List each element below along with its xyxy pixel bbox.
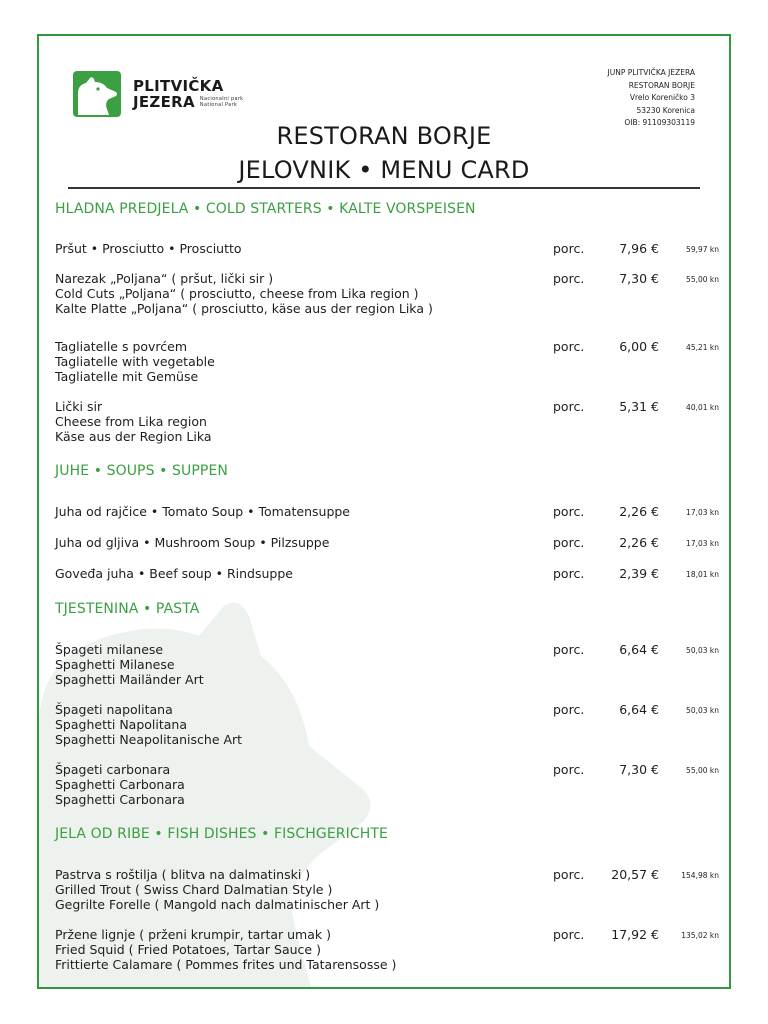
item-line: Juha od gljiva • Mushroom Soup • Pilzsuppe (55, 535, 330, 550)
item-price-eur: 2,26 € (619, 535, 659, 550)
section-title: JELA OD RIBE • FISH DISHES • FISCHGERICHTE (55, 826, 388, 842)
item-price-kn: 55,00 kn (686, 766, 719, 775)
menu-item (55, 927, 719, 972)
menu-item (55, 399, 719, 444)
item-unit: porc. (553, 762, 585, 777)
item-price-kn: 135,02 kn (681, 931, 719, 940)
item-price-eur: 5,31 € (619, 399, 659, 414)
item-line: Špageti napolitana (55, 702, 173, 717)
item-unit: porc. (553, 642, 585, 657)
item-line: Špageti milanese (55, 642, 164, 657)
restaurant-address: JUNP PLITVIČKA JEZERA RESTORAN BORJE Vrelo Koreničko 3 53230 Korenica OIB: 91109303119 (607, 68, 695, 127)
menu-frame (37, 34, 731, 989)
item-price-kn: 18,01 kn (686, 570, 719, 579)
item-line: Spaghetti Milanese (55, 657, 175, 672)
item-price-eur: 2,26 € (619, 504, 659, 519)
menu-item (55, 867, 719, 912)
menu-item (55, 339, 719, 384)
item-line: Špageti carbonara (55, 762, 171, 777)
item-line: Lički sir (55, 399, 103, 414)
item-line: Goveđa juha • Beef soup • Rindsuppe (55, 566, 293, 581)
item-line: Pržene lignje ( prženi krumpir, tartar umak ) (55, 927, 331, 942)
item-line: Käse aus der Region Lika (55, 429, 212, 444)
menu-item (55, 241, 719, 256)
item-price-eur: 2,39 € (619, 566, 659, 581)
item-price-eur: 6,00 € (619, 339, 659, 354)
menu-item (55, 504, 719, 519)
item-line: Cold Cuts „Poljana“ ( prosciutto, cheese from Lika region ) (55, 286, 419, 301)
item-unit: porc. (553, 241, 585, 256)
item-line: Gegrilte Forelle ( Mangold nach dalmatinischer Art ) (55, 897, 380, 912)
item-line: Kalte Platte „Poljana“ ( prosciutto, käse aus der region Lika ) (55, 301, 433, 316)
item-unit: porc. (553, 535, 585, 550)
menu-item (55, 566, 719, 581)
item-unit: porc. (553, 504, 585, 519)
item-price-kn: 17,03 kn (686, 539, 719, 548)
item-price-eur: 7,96 € (619, 241, 659, 256)
item-line: Tagliatelle s povrćem (55, 339, 188, 354)
item-price-eur: 17,92 € (611, 927, 659, 942)
item-price-kn: 50,03 kn (686, 706, 719, 715)
item-price-kn: 40,01 kn (686, 403, 719, 412)
item-price-kn: 45,21 kn (686, 343, 719, 352)
item-line: Narezak „Poljana“ ( pršut, lički sir ) (55, 271, 274, 286)
brand-line-1: PLITVIČKA (133, 77, 224, 95)
item-unit: porc. (553, 702, 585, 717)
item-price-eur: 7,30 € (619, 271, 659, 286)
item-line: Pršut • Prosciutto • Prosciutto (55, 241, 242, 256)
bear-head-icon (73, 71, 121, 117)
item-unit: porc. (553, 566, 585, 581)
item-line: Spaghetti Mailänder Art (55, 672, 204, 687)
item-line: Pastrva s roštilja ( blitva na dalmatinski ) (55, 867, 311, 882)
item-line: Juha od rajčice • Tomato Soup • Tomatensuppe (55, 504, 351, 519)
item-price-kn: 154,98 kn (681, 871, 719, 880)
item-price-eur: 6,64 € (619, 702, 659, 717)
item-line: Frittierte Calamare ( Pommes frites und Tatarensosse ) (55, 957, 397, 972)
item-line: Spaghetti Napolitana (55, 717, 188, 732)
item-unit: porc. (553, 927, 585, 942)
section-title: JUHE • SOUPS • SUPPEN (55, 463, 228, 479)
item-line: Spaghetti Carbonara (55, 777, 185, 792)
menu-item (55, 535, 719, 550)
menu-item (55, 271, 719, 316)
item-line: Grilled Trout ( Swiss Chard Dalmatian Style ) (55, 882, 333, 897)
item-line: Tagliatelle with vegetable (55, 354, 215, 369)
item-price-kn: 17,03 kn (686, 508, 719, 517)
item-line: Fried Squid ( Fried Potatoes, Tartar Sauce ) (55, 942, 321, 957)
restaurant-name: RESTORAN BORJE (276, 122, 492, 150)
menu-item (55, 702, 719, 747)
title-divider (68, 187, 700, 189)
item-line: Tagliatelle mit Gemüse (55, 369, 199, 384)
item-unit: porc. (553, 399, 585, 414)
item-line: Spaghetti Carbonara (55, 792, 185, 807)
menu-title: JELOVNIK • MENU CARD (238, 156, 530, 184)
park-logo (73, 71, 243, 117)
item-unit: porc. (553, 339, 585, 354)
item-price-eur: 7,30 € (619, 762, 659, 777)
item-price-kn: 55,00 kn (686, 275, 719, 284)
section-title: TJESTENINA • PASTA (55, 601, 200, 617)
menu-item (55, 762, 719, 807)
item-line: Spaghetti Neapolitanische Art (55, 732, 243, 747)
item-price-eur: 20,57 € (611, 867, 659, 882)
item-line: Cheese from Lika region (55, 414, 207, 429)
brand-line-2: JEZERA (133, 93, 195, 111)
section-title: HLADNA PREDJELA • COLD STARTERS • KALTE VORSPEISEN (55, 201, 476, 217)
item-price-kn: 59,97 kn (686, 245, 719, 254)
item-price-eur: 6,64 € (619, 642, 659, 657)
item-price-kn: 50,03 kn (686, 646, 719, 655)
menu-item (55, 642, 719, 687)
item-unit: porc. (553, 271, 585, 286)
brand-subtitle: Nacionalni park National Park (199, 96, 244, 108)
item-unit: porc. (553, 867, 585, 882)
